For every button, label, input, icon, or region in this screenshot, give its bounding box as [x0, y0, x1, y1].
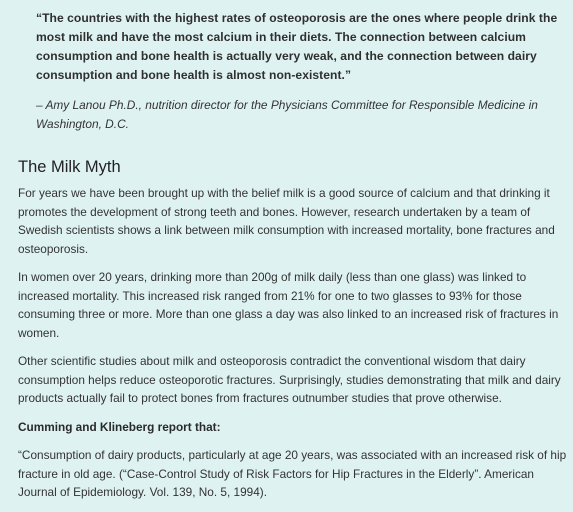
- paragraph-mortality: In women over 20 years, drinking more than 200g of milk daily (less than one glass) was linked to increased mortality. This increased risk ranged from 21% for one to two glasses to 93% for those consuming three or more. More than one glass a day was also linked to an increased risk of fractures in women.: [18, 270, 559, 340]
- pull-quote: [36, 9, 561, 134]
- quote-text: “The countries with the highest rates of osteoporosis are the ones where people drink the most milk and have the most calcium in their diets. The connection between calcium consumption and bone health is actually very weak, and the connection between dairy consumption and bone health is almost non-existent.”: [36, 11, 558, 82]
- quote-attribution: – Amy Lanou Ph.D., nutrition director for the Physicians Committee for Responsible Medicine in Washington, D.C.: [36, 98, 538, 131]
- section-title: The Milk Myth: [18, 158, 121, 176]
- paragraph-studies: Other scientific studies about milk and osteoporosis contradict the conventional wisdom that dairy consumption helps reduce osteoporotic fractures. Surprisingly, studies demonstrating that milk and dairy products actually fail to protect bones from fractures outnumber studies that prove otherwise.: [18, 354, 561, 405]
- paragraph-report-heading: Cumming and Klineberg report that:: [18, 419, 221, 434]
- article-body: [18, 184, 568, 512]
- paragraph-intro: For years we have been brought up with the belief milk is a good source of calcium and that drinking it promotes the development of strong teeth and bones. However, research undertaken by a team of Swedish scientists shows a link between milk consumption with increased mortality, bone fractures and osteoporosis.: [18, 186, 555, 256]
- paragraph-citation: “Consumption of dairy products, particularly at age 20 years, was associated with an increased risk of hip fracture in old age. (“Case-Control Study of Risk Factors for Hip Fractures in the Elderly”. American Journal of Epidemiology. Vol. 139, No. 5, 1994).: [18, 448, 567, 499]
